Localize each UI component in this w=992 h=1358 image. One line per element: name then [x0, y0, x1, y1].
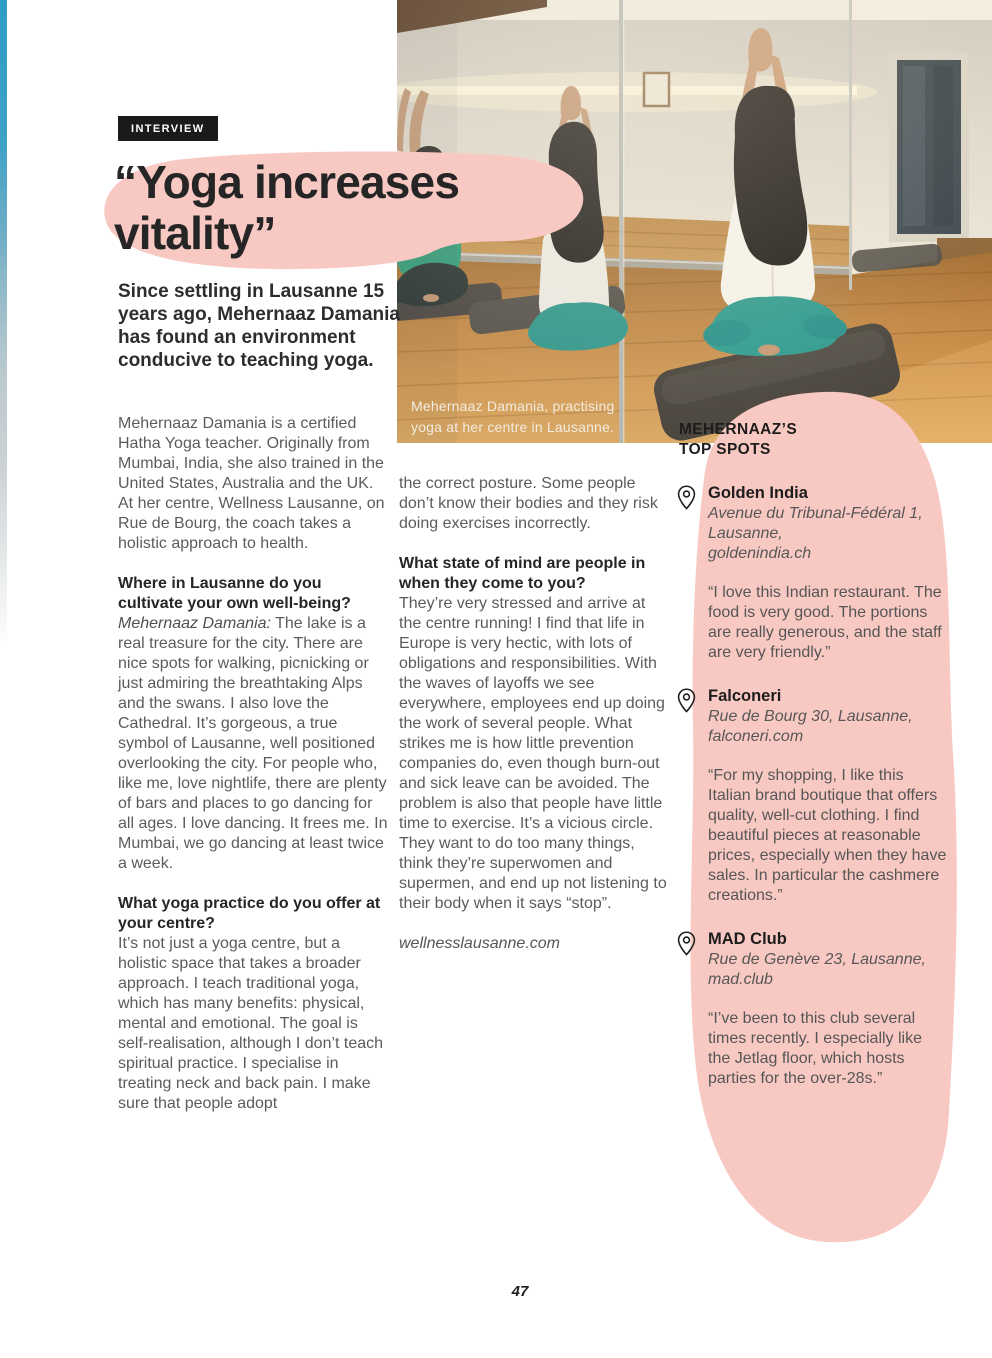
body-paragraph: It’s not just a yoga centre, but a holistic space that takes a broader approach. I teach traditional yoga, which has many benefits: physical, mental and emotional. The goal is self-realisation, although I don’t teach spiritual practice. I specialise in treating neck and back pain. I make sure that people adopt — [118, 935, 384, 1112]
spot-address — [708, 707, 947, 747]
body-paragraph: Mehernaaz Damania is a certified Hatha Yoga teacher. Originally from Mumbai, India, she also trained in the United States, Australia and the UK. At her centre, Wellness Lausanne, on Rue de Bourg, the coach takes a holistic approach to health. — [118, 415, 385, 552]
top-spots-heading — [679, 420, 947, 460]
spot-name: MAD Club — [708, 930, 787, 948]
question-heading: What state of mind are people in when they come to you? — [399, 555, 646, 592]
spot-address-line: Rue de Genève 23, Lausanne, — [708, 951, 926, 968]
website-url: wellnesslausanne.com — [399, 935, 560, 952]
answer-text: The lake is a real treasure for the city. There are nice spots for walking, picnicking or just admiring the breathtaking Alps and the swans. I also love the Cathedral. It’s gorgeous, a true symbol of Lausanne, well positioned overlooking the city. For people who, like me, love nightlife, there are plenty of bars and places to go dancing for all ages. I love dancing. It frees me. In Mumbai, we go dancing at least twice a week. — [118, 615, 388, 872]
spot-quote: “For my shopping, I like this Italian brand boutique that offers quality, well-cut clothing. I find beautiful pieces at reasonable prices, especially when they have sales. In particular the cashmere creations.” — [708, 767, 947, 904]
location-pin-icon — [677, 931, 696, 956]
spot-quote: “I’ve been to this club several times recently. I especially like the Jetlag floor, which hosts parties for the over-28s.” — [708, 1010, 922, 1087]
body-paragraph — [118, 614, 388, 874]
spot-address-line: Lausanne, — [708, 525, 783, 542]
location-pin-icon — [677, 485, 696, 510]
spot-item-golden-india — [679, 483, 947, 663]
photo-caption-line-2: yoga at her centre in Lausanne. — [411, 419, 615, 435]
title-line-2: vitality” — [114, 207, 276, 259]
article-column-1 — [118, 414, 388, 1134]
spot-address — [708, 950, 947, 990]
top-spots-heading-line-2: TOP SPOTS — [679, 441, 771, 458]
section-badge: INTERVIEW — [118, 116, 218, 141]
question-heading: What yoga practice do you offer at your centre? — [118, 895, 381, 932]
page-number: 47 — [511, 1283, 529, 1300]
question-heading: Where in Lausanne do you cultivate your own well-being? — [118, 575, 351, 612]
spot-name: Golden India — [708, 484, 808, 502]
spot-address — [708, 504, 947, 564]
spot-address-line: Avenue du Tribunal-Fédéral 1, — [708, 505, 923, 522]
page-edge-strip — [0, 0, 7, 650]
speaker-name: Mehernaaz Damania: — [118, 615, 271, 632]
page-title — [114, 157, 459, 259]
top-spots-panel — [679, 420, 947, 1089]
article-column-2 — [399, 474, 667, 974]
spot-quote: “I love this Indian restaurant. The food is very good. The portions are really generous, and the staff are very friendly.” — [708, 584, 942, 661]
spot-address-line: mad.club — [708, 971, 773, 988]
spot-address-line: Rue de Bourg 30, Lausanne, — [708, 708, 913, 725]
photo-caption — [411, 396, 614, 438]
photo-caption-line-1: Mehernaaz Damania, practising — [411, 398, 615, 414]
spot-name: Falconeri — [708, 687, 782, 705]
spot-address-line: goldenindia.ch — [708, 545, 812, 562]
spot-item-falconeri — [679, 686, 947, 906]
body-paragraph: They’re very stressed and arrive at the centre running! I find that life in Europe is very hectic, with lots of obligations and responsibilities. With the waves of layoffs we see everywhere, employees end up doing the work of several people. What strikes me is how little prevention companies do, even though burn-out and sick leave can be avoided. The problem is also that people have little time to exercise. It’s a vicious circle. They want to do too many things, think they’re superwomen and supermen, and end up not listening to their body when it says “stop”. — [399, 595, 667, 912]
location-pin-icon — [677, 688, 696, 713]
spot-item-mad-club — [679, 929, 947, 1089]
intro-paragraph: Since settling in Lausanne 15 years ago, Mehernaaz Damania has found an environment conducive to teaching yoga. — [118, 281, 400, 371]
top-spots-heading-line-1: MEHERNAAZ’S — [679, 421, 798, 438]
body-paragraph: the correct posture. Some people don’t know their bodies and they risk doing exercises incorrectly. — [399, 475, 658, 532]
title-line-1: “Yoga increases — [114, 156, 460, 208]
spot-address-line: falconeri.com — [708, 728, 804, 745]
